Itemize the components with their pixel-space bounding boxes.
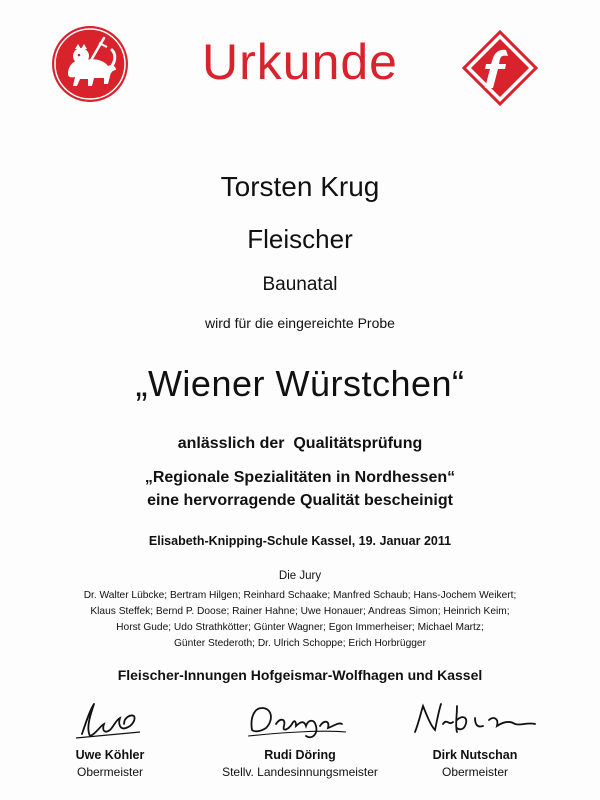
signature-koehler: [20, 696, 200, 742]
signer-name: Dirk Nutschan: [432, 748, 518, 762]
jury-title: Die Jury: [278, 570, 322, 582]
occasion-text: anlässlich der Qualitätsprüfung: [177, 435, 423, 452]
jury-members-line: Dr. Walter Lübcke; Bertram Hilgen; Reinhard Schaake; Manfred Schaub; Hans-Jochem Weikert;: [83, 590, 517, 601]
intro-text: wird für die eingereichte Probe: [205, 315, 395, 331]
fleischer-f-logo-icon: [462, 30, 538, 106]
venue-date: Elisabeth-Knipping-Schule Kassel, 19. Januar 2011: [148, 534, 452, 548]
certification-text: eine hervorragende Qualität bescheinigt: [147, 492, 453, 509]
signer-name: Uwe Köhler: [75, 748, 145, 762]
guilds-title: Fleischer-Innungen Hofgeismar-Wolfhagen und Kassel: [117, 667, 483, 683]
signature-nutschan: [385, 696, 565, 742]
recipient-city: Baunatal: [262, 274, 338, 295]
competition-name: „Regionale Spezialitäten in Nordhessen“: [144, 469, 456, 486]
jury-members-line: Horst Gude; Udo Strathkötter; Günter Wagner; Egon Immerheiser; Michael Martz;: [116, 622, 484, 633]
jury-members-line: Günter Stederoth; Dr. Ulrich Schoppe; Erich Horbrügger: [174, 638, 426, 649]
signer-name: Rudi Döring: [264, 748, 336, 762]
signer-role: Stellv. Landesinnungsmeister: [222, 765, 378, 779]
signer-block: [196, 696, 404, 780]
recipient-name: Torsten Krug: [220, 171, 380, 202]
product-name: „Wiener Würstchen“: [135, 363, 465, 404]
signer-role: Obermeister: [441, 765, 509, 779]
signer-block: [20, 696, 200, 780]
signature-doering: [196, 696, 404, 742]
page-title: Urkunde: [202, 34, 398, 90]
recipient-profession: Fleischer: [247, 224, 353, 254]
signer-role: Obermeister: [76, 765, 144, 779]
signer-block: [385, 696, 565, 780]
jury-members-line: Klaus Steffek; Bernd P. Doose; Rainer Hahne; Uwe Honauer; Andreas Simon; Heinrich Keim;: [90, 606, 510, 617]
kassel-lion-coat-of-arms-icon: [50, 24, 130, 104]
